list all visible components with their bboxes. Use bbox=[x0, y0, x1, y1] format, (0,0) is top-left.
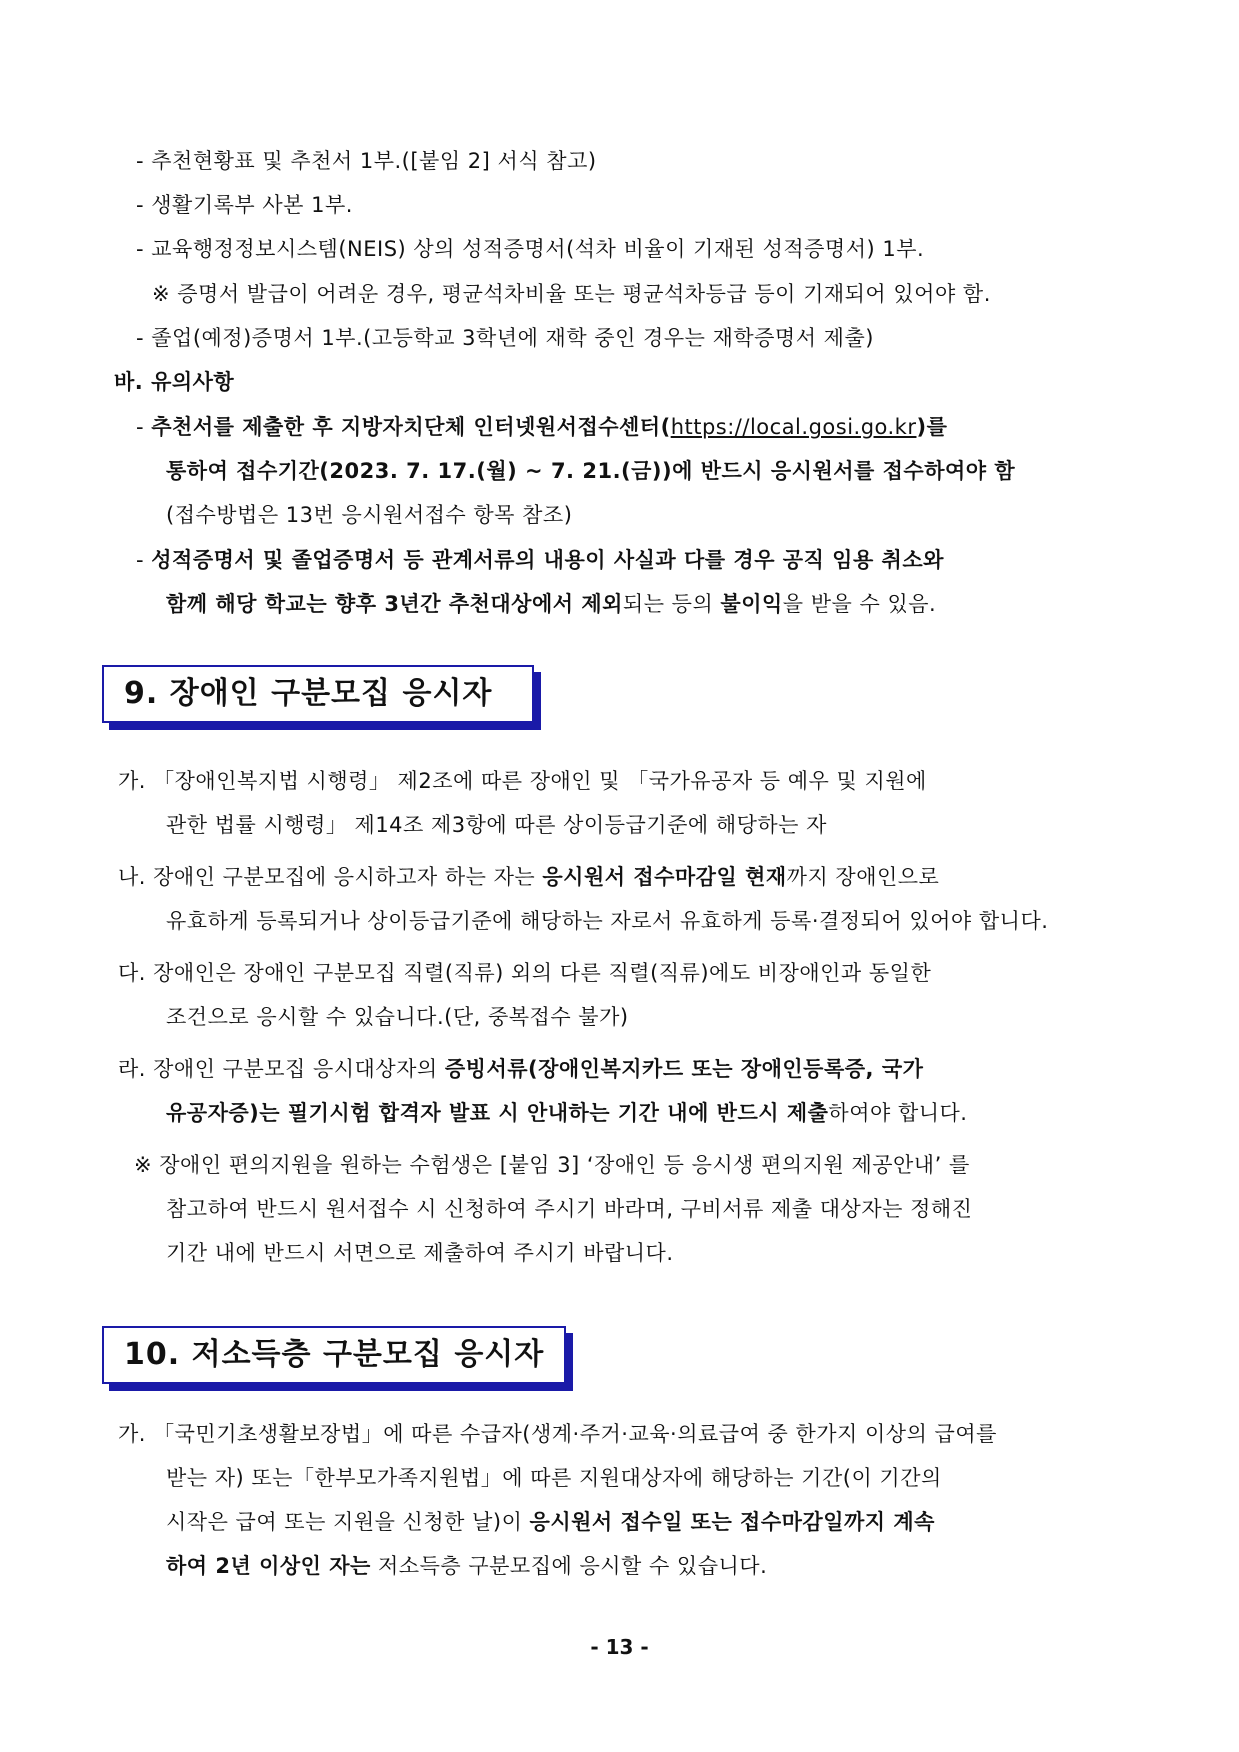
page-number: - 13 - bbox=[590, 1635, 649, 1659]
text: 되는 등의 bbox=[622, 592, 721, 616]
list-item bbox=[118, 862, 939, 892]
bold-text: )를 bbox=[916, 415, 948, 439]
bold-text: 성적증명서 및 졸업증명서 등 관계서류의 내용이 사실과 다를 경우 공직 임용 취소와 bbox=[151, 548, 944, 572]
list-item: - 생활기록부 사본 1부. bbox=[136, 193, 353, 217]
section-title-box bbox=[102, 1326, 566, 1384]
dash: - bbox=[136, 548, 152, 572]
list-item-continuation: 관한 법률 시행령」 제14조 제3항에 따른 상이등급기준에 해당하는 자 bbox=[166, 813, 827, 837]
list-item: 가. 「국민기초생활보장법」에 따른 수급자(생계·주거·교육·의료급여 중 한가지 이상의 급여를 bbox=[118, 1422, 997, 1446]
bold-text: 응시원서 접수일 또는 접수마감일까지 계속 bbox=[529, 1510, 935, 1534]
list-item: - 추천현황표 및 추천서 1부.([붙임 2] 서식 참고) bbox=[136, 149, 597, 173]
section-title: 9. 장애인 구분모집 응시자 bbox=[124, 676, 493, 711]
list-item-continuation: 유효하게 등록되거나 상이등급기준에 해당하는 자로서 유효하게 등록·결정되어 있어야 합니다. bbox=[166, 909, 1049, 933]
list-item bbox=[136, 412, 947, 442]
bold-text: 증빙서류(장애인복지카드 또는 장애인등록증, 국가 bbox=[444, 1057, 924, 1081]
bold-text: 유공자증)는 필기시험 합격자 발표 시 안내하는 기간 내에 반드시 제출 bbox=[166, 1101, 829, 1125]
text: 라. 장애인 구분모집 응시대상자의 bbox=[118, 1057, 445, 1081]
text: 나. 장애인 구분모집에 응시하고자 하는 자는 bbox=[118, 865, 543, 889]
text: 을 받을 수 있음. bbox=[782, 592, 937, 616]
bold-text: 불이익 bbox=[720, 592, 783, 616]
list-item-continuation bbox=[166, 1551, 767, 1581]
list-item-continuation: 통하여 접수기간(2023. 7. 17.(월) ~ 7. 21.(금))에 반드시 응시원서를 접수하여야 함 bbox=[166, 459, 1016, 483]
list-item-continuation bbox=[166, 1098, 967, 1128]
list-item: 다. 장애인은 장애인 구분모집 직렬(직류) 외의 다른 직렬(직류)에도 비장애인과 동일한 bbox=[118, 961, 932, 985]
list-item: 가. 「장애인복지법 시행령」 제2조에 따른 장애인 및 「국가유공자 등 예우 및 지원에 bbox=[118, 769, 927, 793]
list-item-continuation bbox=[166, 1507, 935, 1537]
section-title-box bbox=[102, 665, 534, 723]
list-item bbox=[136, 545, 944, 575]
note-continuation: 기간 내에 반드시 서면으로 제출하여 주시기 바랍니다. bbox=[166, 1241, 674, 1265]
section-title: 10. 저소득층 구분모집 응시자 bbox=[124, 1337, 545, 1372]
note-text: ※ 증명서 발급이 어려운 경우, 평균석차비율 또는 평균석차등급 등이 기재되어 있어야 함. bbox=[152, 282, 991, 306]
text: 시작은 급여 또는 지원을 신청한 날)이 bbox=[166, 1510, 530, 1534]
list-item-continuation: 조건으로 응시할 수 있습니다.(단, 중복접수 불가) bbox=[166, 1005, 629, 1029]
bold-text: 응시원서 접수마감일 현재 bbox=[542, 865, 787, 889]
list-item: - 졸업(예정)증명서 1부.(고등학교 3학년에 재학 중인 경우는 재학증명서 제출) bbox=[136, 326, 874, 350]
list-item: - 교육행정정보시스템(NEIS) 상의 성적증명서(석차 비율이 기재된 성적증명서) 1부. bbox=[136, 237, 925, 261]
gosi-link[interactable]: https://local.gosi.go.kr bbox=[670, 415, 917, 439]
list-item bbox=[118, 1054, 923, 1084]
text: 저소득층 구분모집에 응시할 수 있습니다. bbox=[370, 1554, 768, 1578]
note-text: ※ 장애인 편의지원을 원하는 수험생은 [붙임 3] ‘장애인 등 응시생 편의지원 제공안내’ 를 bbox=[134, 1153, 970, 1177]
dash: - bbox=[136, 415, 152, 439]
list-item-continuation bbox=[166, 589, 936, 619]
bold-text: 함께 해당 학교는 향후 3년간 추천대상에서 제외 bbox=[166, 592, 623, 616]
text: 하여야 합니다. bbox=[828, 1101, 968, 1125]
list-item-continuation: 받는 자) 또는「한부모가족지원법」에 따른 지원대상자에 해당하는 기간(이 기간의 bbox=[166, 1466, 942, 1490]
text: 까지 장애인으로 bbox=[786, 865, 940, 889]
note-continuation: 참고하여 반드시 원서접수 시 신청하여 주시기 바라며, 구비서류 제출 대상자는 정해진 bbox=[166, 1197, 973, 1221]
subsection-heading: 바. 유의사항 bbox=[114, 370, 235, 394]
bold-text: 추천서를 제출한 후 지방자치단체 인터넷원서접수센터( bbox=[151, 415, 671, 439]
bold-text: 하여 2년 이상인 자는 bbox=[166, 1554, 371, 1578]
list-item-continuation: (접수방법은 13번 응시원서접수 항목 참조) bbox=[166, 503, 573, 527]
